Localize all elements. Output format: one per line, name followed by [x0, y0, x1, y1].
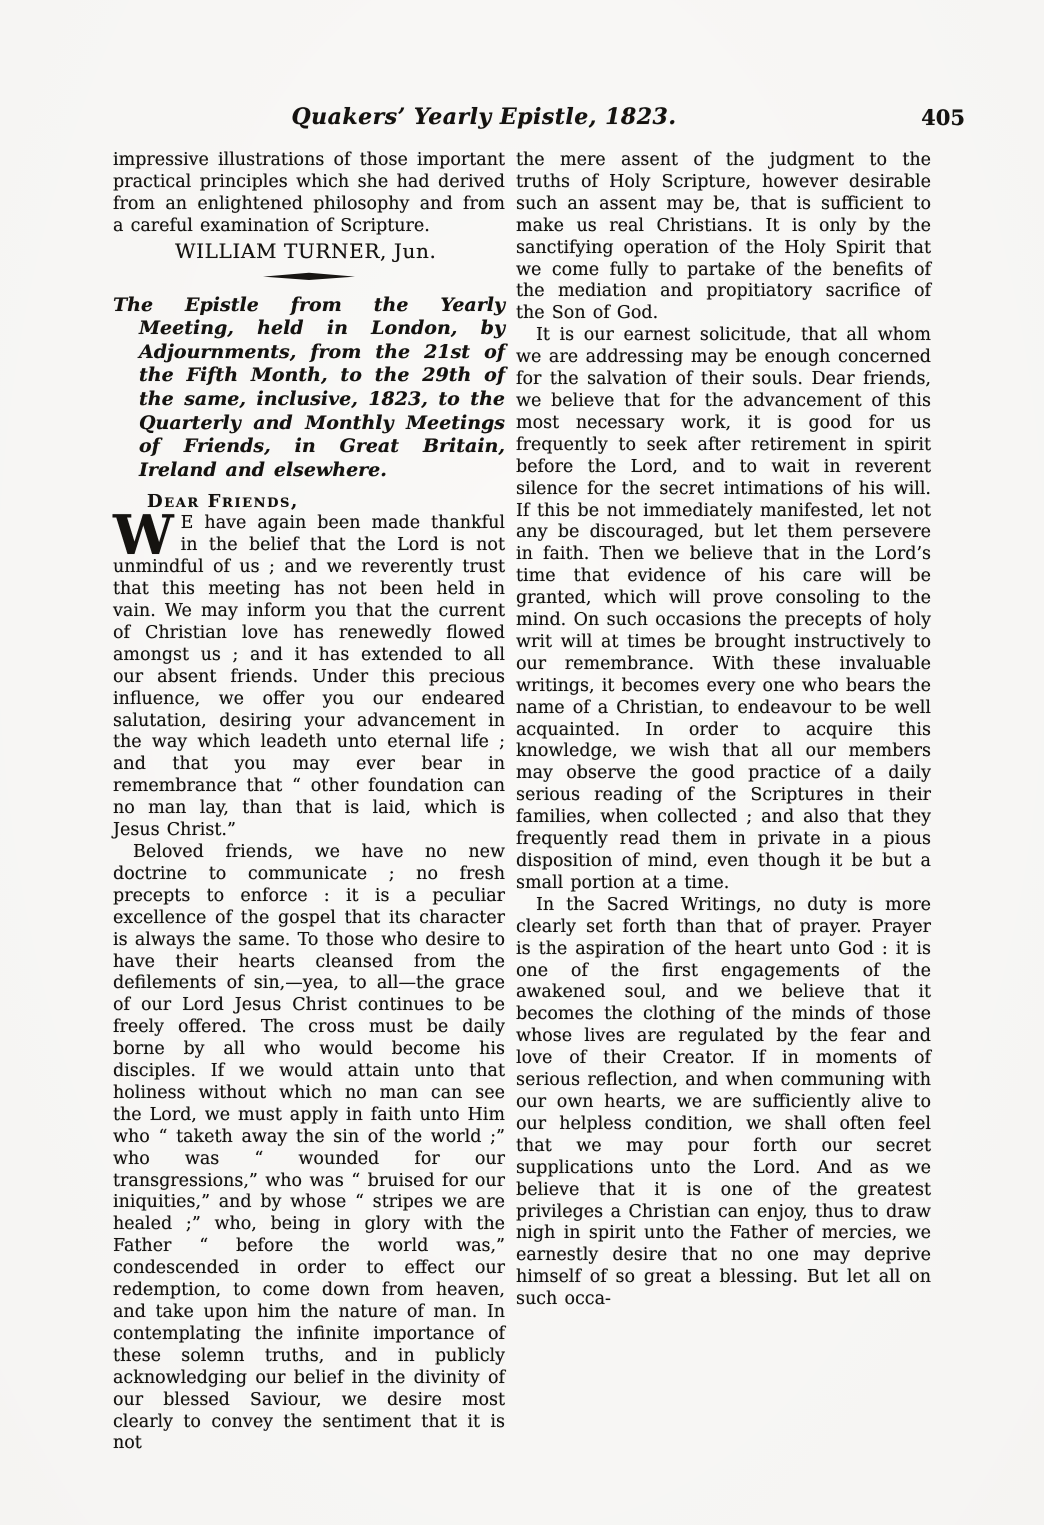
swelled-rule-icon [263, 272, 355, 281]
previous-article-ending: impressive illustrations of those important practical principles which she had derived from an enlightened philosophy and from a careful examination of Scripture. [113, 150, 505, 236]
drop-cap-letter: W [113, 503, 174, 568]
right-column [516, 150, 931, 1455]
epistle-paragraph-3-continuation: the mere assent of the judgment to the truths of Holy Scripture, however desirable such an assent may be, that is sufficient to make us real Christians. It is only by the sanctifying operation of the Holy Spirit that we come fully to partake of the benefits of the mediation and propitiatory sacrifice of the Son of God. [516, 150, 931, 324]
epistle-paragraph-5: In the Sacred Writings, no duty is more clearly set forth than that of prayer. Prayer is the aspiration of the heart unto God : it is one of the first engagements of the awakened soul, and we believe that it becomes the clothing of the minds of those whose lives are regulated by the fear and love of their Creator. If in moments of serious reflection, and when communing with our own hearts, we are sufficiently alive to our helpless condition, we shall often feel that we may pour forth our secret supplications unto the Lord. And as we believe that it is one of the greatest privileges a Christian can enjoy, thus to draw nigh in spirit unto the Father of mercies, we earnestly desire that no one may deprive himself of so great a blessing. But let all on such occa- [516, 894, 931, 1310]
page-number: 405 [921, 105, 965, 130]
section-divider-rule [113, 272, 505, 281]
epistle-paragraph-1-text: E have again been made thankful in the belief that the Lord is not unmindful of us ; and we reverently trust that this meeting has not been held in vain. We may inform you that the current of Christian love has renewedly flowed amongst us ; and it has extended to all our absent friends. Under this precious influence, we offer you our endeared salutation, desiring your advancement in the way which leadeth unto eternal life ; and that you may ever bear in remembrance that “ other foundation can no man lay, than that is laid, which is Jesus Christ.” [113, 513, 505, 841]
salutation: Dear Friends, [147, 491, 299, 513]
author-signature: WILLIAM TURNER, Jun. [175, 238, 437, 263]
left-column [113, 150, 505, 1455]
two-column-text-block [113, 150, 931, 1455]
epistle-paragraph-4: It is our earnest solicitude, that all whom we are addressing may be enough concerned for the salvation of their souls. Dear friends, we believe that for the advancement of this most necessary work, it is good for us frequently to seek after retirement in spirit before the Lord, and to wait in reverent silence for the secret intimations of his will. If this be not immediately manifested, let not any be discouraged, but let them persevere in faith. Then we believe that in the Lord’s time that evidence of his care will be granted, which will prove consoling to the mind. On such occasions the precepts of holy writ will at times be brought instructively to our remembrance. With these invaluable writings, it becomes every one who bears the name of a Christian, to endeavour to be well acquainted. In order to acquire this knowledge, we wish that all our members may observe the good practice of a daily serious reading of the Scriptures in their families, when collected ; and also that they frequently read them in private in a pious disposition of mind, even though it be but a small portion at a time. [516, 325, 931, 893]
epistle-paragraph-1 [113, 503, 505, 842]
running-header [113, 104, 965, 138]
epistle-paragraph-2: Beloved friends, we have no new doctrine to communicate ; no fresh precepts to enforce : it is a peculiar excellence of the gospel that its character is always the same. To those who desire to have their hearts cleansed from the defilements of sin,—yea, to all—the grace of our Lord Jesus Christ continues to be freely offered. The cross must be daily borne by all who would become his disciples. If we would attain unto that holiness without which no man can see the Lord, we must apply in faith unto Him who “ taketh away the sin of the world ;” who was “ wounded for our transgressions,” who was “ bruised for our iniquities,” and by whose “ stripes we are healed ;” who, being in glory with the Father “ before the world was,” condescended in order to effect our redemption, to come down from heaven, and take upon him the nature of man. In contemplating the infinite importance of these solemn truths, and in publicly acknowledging our belief in the divinity of our blessed Saviour, we desire most clearly to convey the sentiment that it is not [113, 841, 505, 1454]
epistle-heading: The Epistle from the Yearly Meeting, held in London, by Adjournments, from the 21st of the Fifth Month, to the 29th of the same, inclusive, 1823, to the Quarterly and Monthly Meetings of Friends, in Great Britain, Ireland and elsewhere. [113, 293, 505, 481]
running-title: Quakers’ Yearly Epistle, 1823. [291, 104, 677, 130]
